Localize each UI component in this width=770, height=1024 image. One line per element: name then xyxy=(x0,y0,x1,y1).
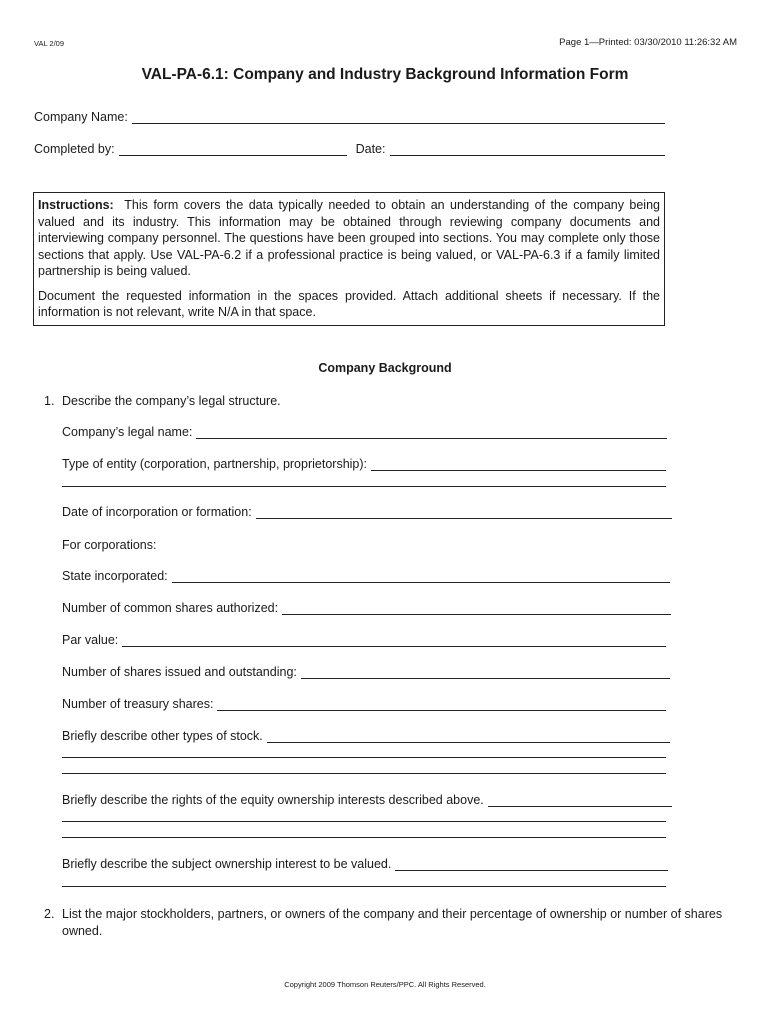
other-stock-label: Briefly describe other types of stock. xyxy=(62,729,263,743)
entity-type-row xyxy=(62,457,666,471)
copyright-footer: Copyright 2009 Thomson Reuters/PPC. All Rights Reserved. xyxy=(284,980,486,989)
instructions-paragraph-1 xyxy=(38,197,660,280)
entity-type-extra-line[interactable] xyxy=(62,486,666,487)
other-stock-field[interactable] xyxy=(267,732,670,743)
company-name-field[interactable] xyxy=(132,113,665,124)
equity-rights-field[interactable] xyxy=(488,796,672,807)
entity-type-label: Type of entity (corporation, partnership, proprietorship): xyxy=(62,457,368,471)
date-incorporation-row xyxy=(62,505,672,519)
entity-type-field[interactable] xyxy=(371,460,666,471)
treasury-shares-row xyxy=(62,697,666,711)
other-stock-line-2[interactable] xyxy=(62,757,666,758)
instructions-text-1: This form covers the data typically needed to obtain an understanding of the company being valued and its industry. This information may be obtained through reviewing company documents and interviewing company personnel. The questions have been grouped into sections. You may complete only those sections that apply. Use VAL-PA-6.2 if a professional practice is being valued, or VAL-PA-6.3 if a family limited partnership is being valued. xyxy=(38,198,660,278)
other-stock-row xyxy=(62,729,670,743)
par-value-row xyxy=(62,633,666,647)
common-shares-field[interactable] xyxy=(282,604,671,615)
treasury-shares-field[interactable] xyxy=(217,700,666,711)
equity-rights-label: Briefly describe the rights of the equity ownership interests described above. xyxy=(62,793,484,807)
question-2-number: 2. xyxy=(44,907,55,921)
treasury-shares-label: Number of treasury shares: xyxy=(62,697,214,711)
shares-issued-label: Number of shares issued and outstanding: xyxy=(62,665,297,679)
shares-issued-field[interactable] xyxy=(301,668,670,679)
form-code: VAL 2/09 xyxy=(34,39,65,48)
par-value-field[interactable] xyxy=(122,636,666,647)
equity-rights-row xyxy=(62,793,672,807)
date-label: Date: xyxy=(355,142,386,156)
instructions-paragraph-2: Document the requested information in the spaces provided. Attach additional sheets if necessary. If the information is not relevant, write N/A in that space. xyxy=(38,288,660,319)
question-2-text: List the major stockholders, partners, or owners of the company and their percentage of ownership or number of shares owned. xyxy=(62,907,723,938)
legal-name-row xyxy=(62,425,667,439)
completed-by-label: Completed by: xyxy=(34,142,115,156)
common-shares-row xyxy=(62,601,671,615)
state-incorporated-row xyxy=(62,569,670,583)
state-incorporated-field[interactable] xyxy=(172,572,670,583)
company-name-row xyxy=(34,110,665,124)
question-1-text: Describe the company’s legal structure. xyxy=(62,394,281,408)
section-title: Company Background xyxy=(318,361,452,375)
company-name-label: Company Name: xyxy=(34,110,128,124)
other-stock-line-3[interactable] xyxy=(62,773,666,774)
equity-rights-line-3[interactable] xyxy=(62,837,666,838)
for-corporations-label: For corporations: xyxy=(62,538,157,552)
date-incorporation-label: Date of incorporation or formation: xyxy=(62,505,252,519)
legal-name-label: Company’s legal name: xyxy=(62,425,193,439)
completed-by-field[interactable] xyxy=(119,145,347,156)
state-incorporated-label: State incorporated: xyxy=(62,569,168,583)
completed-by-row xyxy=(34,142,665,156)
instructions-box xyxy=(33,192,665,326)
date-incorporation-field[interactable] xyxy=(256,508,672,519)
common-shares-label: Number of common shares authorized: xyxy=(62,601,279,615)
page-title: VAL-PA-6.1: Company and Industry Background Information Form xyxy=(141,66,629,83)
subject-interest-label: Briefly describe the subject ownership interest to be valued. xyxy=(62,857,392,871)
subject-interest-line-2[interactable] xyxy=(62,886,666,887)
print-info: Page 1—Printed: 03/30/2010 11:26:32 AM xyxy=(559,37,737,48)
equity-rights-line-2[interactable] xyxy=(62,821,666,822)
instructions-label: Instructions: xyxy=(38,198,114,212)
subject-interest-field[interactable] xyxy=(395,860,668,871)
legal-name-field[interactable] xyxy=(196,428,667,439)
date-field[interactable] xyxy=(390,145,666,156)
subject-interest-row xyxy=(62,857,668,871)
question-1-number: 1. xyxy=(44,394,55,408)
shares-issued-row xyxy=(62,665,670,679)
par-value-label: Par value: xyxy=(62,633,119,647)
